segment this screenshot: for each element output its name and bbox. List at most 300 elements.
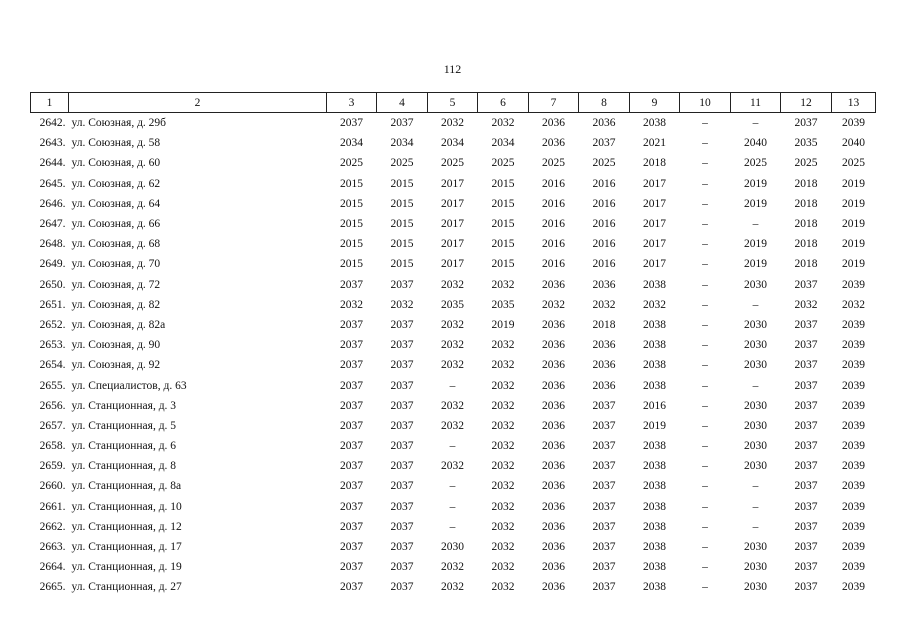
- year-cell: 2015: [390, 218, 414, 231]
- year-cell: 2037: [592, 440, 616, 453]
- row-number: 2660.: [39, 480, 66, 493]
- address-cell: ул. Союзная, д. 66: [71, 218, 161, 231]
- row-number: 2645.: [39, 177, 66, 190]
- year-cell: 2032: [441, 460, 464, 473]
- table-row: [31, 275, 876, 295]
- year-cell: 2037: [340, 339, 363, 352]
- year-cell: 2037: [390, 460, 414, 473]
- year-cell: –: [702, 339, 708, 352]
- table-row: [31, 194, 876, 214]
- year-cell: 2030: [744, 460, 767, 473]
- year-cell: 2037: [390, 440, 414, 453]
- address-cell: ул. Союзная, д. 62: [71, 177, 161, 190]
- year-cell: 2015: [491, 238, 515, 251]
- year-cell: 2032: [491, 541, 515, 554]
- year-cell: –: [702, 157, 708, 170]
- year-cell: 2037: [794, 440, 818, 453]
- table-row: [31, 214, 876, 234]
- year-cell: 2030: [744, 359, 767, 372]
- year-cell: 2034: [390, 137, 414, 150]
- year-cell: 2032: [441, 278, 464, 291]
- year-cell: 2017: [441, 218, 464, 231]
- year-cell: –: [702, 177, 708, 190]
- address-cell: ул. Станционная, д. 10: [71, 500, 182, 513]
- row-number: 2646.: [39, 197, 66, 210]
- year-cell: 2037: [592, 137, 616, 150]
- year-cell: 2036: [542, 500, 565, 513]
- year-cell: 2039: [842, 561, 865, 574]
- table-row: [31, 254, 876, 274]
- year-cell: 2036: [542, 117, 565, 130]
- year-cell: 2019: [744, 197, 767, 210]
- year-cell: –: [702, 581, 708, 594]
- column-header: 12: [781, 93, 832, 113]
- year-cell: 2032: [491, 399, 515, 412]
- year-cell: 2015: [491, 218, 515, 231]
- year-cell: 2015: [491, 177, 515, 190]
- table-row: [31, 335, 876, 355]
- year-cell: 2030: [744, 440, 767, 453]
- column-header: 2: [69, 93, 327, 113]
- year-cell: 2039: [842, 581, 865, 594]
- row-number: 2642.: [39, 117, 66, 130]
- year-cell: 2037: [340, 379, 363, 392]
- year-cell: 2038: [643, 440, 666, 453]
- year-cell: 2016: [592, 258, 616, 271]
- year-cell: 2032: [491, 460, 515, 473]
- address-cell: ул. Станционная, д. 17: [71, 541, 182, 554]
- table-body: [31, 113, 876, 598]
- year-cell: 2032: [491, 339, 515, 352]
- year-cell: 2039: [842, 399, 865, 412]
- year-cell: 2034: [441, 137, 464, 150]
- year-cell: 2039: [842, 460, 865, 473]
- year-cell: –: [702, 318, 708, 331]
- column-header: 13: [832, 93, 876, 113]
- year-cell: 2036: [592, 359, 616, 372]
- year-cell: 2025: [842, 157, 865, 170]
- year-cell: 2016: [542, 258, 565, 271]
- row-number: 2657.: [39, 419, 66, 432]
- table-row: [31, 133, 876, 153]
- year-cell: 2019: [842, 197, 865, 210]
- year-cell: –: [449, 480, 456, 493]
- year-cell: 2037: [592, 500, 616, 513]
- year-cell: 2036: [542, 137, 565, 150]
- year-cell: 2038: [643, 480, 666, 493]
- year-cell: 2037: [390, 399, 414, 412]
- year-cell: 2040: [842, 137, 865, 150]
- year-cell: –: [702, 460, 708, 473]
- address-cell: ул. Станционная, д. 6: [71, 440, 177, 453]
- year-cell: 2017: [643, 197, 666, 210]
- year-cell: 2016: [542, 238, 565, 251]
- year-cell: 2036: [592, 117, 616, 130]
- year-cell: 2036: [542, 520, 565, 533]
- address-cell: ул. Союзная, д. 64: [71, 197, 161, 210]
- year-cell: 2018: [592, 318, 616, 331]
- year-cell: 2037: [794, 419, 818, 432]
- table-row: [31, 295, 876, 315]
- column-header: 1: [31, 93, 69, 113]
- year-cell: 2036: [592, 278, 616, 291]
- address-cell: ул. Станционная, д. 8: [71, 460, 177, 473]
- table-row: [31, 517, 876, 537]
- year-cell: 2037: [390, 339, 414, 352]
- year-cell: –: [702, 238, 708, 251]
- year-cell: 2032: [842, 298, 865, 311]
- year-cell: 2019: [842, 218, 865, 231]
- table-row: [31, 557, 876, 577]
- year-cell: 2036: [542, 480, 565, 493]
- year-cell: 2037: [390, 561, 414, 574]
- year-cell: 2032: [491, 520, 515, 533]
- year-cell: 2032: [491, 379, 515, 392]
- year-cell: 2036: [592, 339, 616, 352]
- year-cell: 2037: [340, 440, 363, 453]
- year-cell: –: [702, 359, 708, 372]
- year-cell: 2037: [592, 541, 616, 554]
- year-cell: 2037: [340, 541, 363, 554]
- year-cell: –: [702, 137, 708, 150]
- column-header: 4: [377, 93, 428, 113]
- year-cell: 2037: [592, 480, 616, 493]
- year-cell: 2015: [390, 177, 414, 190]
- year-cell: 2039: [842, 278, 865, 291]
- row-number: 2653.: [39, 339, 66, 352]
- year-cell: 2037: [794, 318, 818, 331]
- year-cell: –: [702, 298, 708, 311]
- year-cell: 2040: [744, 137, 767, 150]
- year-cell: 2038: [643, 379, 666, 392]
- year-cell: 2037: [340, 480, 363, 493]
- column-header: 8: [579, 93, 630, 113]
- year-cell: 2036: [542, 399, 565, 412]
- year-cell: 2038: [643, 278, 666, 291]
- year-cell: 2032: [491, 359, 515, 372]
- row-number: 2649.: [39, 258, 66, 271]
- year-cell: 2015: [340, 258, 363, 271]
- year-cell: 2039: [842, 419, 865, 432]
- row-number: 2644.: [39, 157, 66, 170]
- year-cell: –: [702, 197, 708, 210]
- year-cell: –: [702, 379, 708, 392]
- year-cell: 2018: [794, 218, 818, 231]
- year-cell: 2038: [643, 318, 666, 331]
- year-cell: –: [702, 278, 708, 291]
- table-row: [31, 113, 876, 134]
- year-cell: 2039: [842, 440, 865, 453]
- year-cell: 2039: [842, 359, 865, 372]
- year-cell: 2036: [592, 379, 616, 392]
- year-cell: 2019: [643, 419, 666, 432]
- column-header: 3: [327, 93, 377, 113]
- year-cell: 2037: [390, 379, 414, 392]
- address-cell: ул. Союзная, д. 90: [71, 339, 161, 352]
- year-cell: –: [752, 480, 759, 493]
- year-cell: 2032: [441, 399, 464, 412]
- year-cell: 2016: [643, 399, 666, 412]
- year-cell: 2025: [542, 157, 565, 170]
- year-cell: 2039: [842, 117, 865, 130]
- year-cell: 2015: [390, 258, 414, 271]
- year-cell: 2025: [390, 157, 414, 170]
- year-cell: 2016: [542, 197, 565, 210]
- year-cell: 2032: [491, 480, 515, 493]
- year-cell: –: [449, 440, 456, 453]
- table-row: [31, 315, 876, 335]
- table-row: [31, 497, 876, 517]
- year-cell: 2034: [340, 137, 363, 150]
- year-cell: 2017: [643, 177, 666, 190]
- address-cell: ул. Союзная, д. 92: [71, 359, 161, 372]
- row-number: 2658.: [39, 440, 66, 453]
- year-cell: 2025: [441, 157, 464, 170]
- row-number: 2643.: [39, 137, 66, 150]
- year-cell: 2037: [794, 399, 818, 412]
- year-cell: 2018: [794, 258, 818, 271]
- year-cell: 2037: [592, 581, 616, 594]
- year-cell: 2030: [744, 561, 767, 574]
- year-cell: 2032: [491, 278, 515, 291]
- year-cell: 2032: [441, 117, 464, 130]
- year-cell: 2016: [592, 197, 616, 210]
- year-cell: 2037: [390, 520, 414, 533]
- address-cell: ул. Станционная, д. 27: [71, 581, 182, 594]
- address-cell: ул. Союзная, д. 58: [71, 137, 161, 150]
- year-cell: 2037: [794, 581, 818, 594]
- year-cell: 2032: [441, 318, 464, 331]
- row-number: 2665.: [39, 581, 66, 594]
- year-cell: 2032: [643, 298, 666, 311]
- year-cell: 2037: [794, 359, 818, 372]
- year-cell: 2015: [491, 258, 515, 271]
- year-cell: 2037: [794, 480, 818, 493]
- year-cell: 2036: [542, 278, 565, 291]
- year-cell: 2037: [390, 581, 414, 594]
- table-row: [31, 456, 876, 476]
- year-cell: 2016: [592, 238, 616, 251]
- table-row: [31, 416, 876, 436]
- year-cell: 2017: [643, 218, 666, 231]
- year-cell: 2037: [340, 581, 363, 594]
- year-cell: 2016: [592, 177, 616, 190]
- year-cell: 2037: [340, 399, 363, 412]
- row-number: 2651.: [39, 298, 66, 311]
- year-cell: 2039: [842, 339, 865, 352]
- year-cell: 2037: [794, 379, 818, 392]
- year-cell: 2038: [643, 117, 666, 130]
- address-cell: ул. Союзная, д. 68: [71, 238, 161, 251]
- year-cell: 2017: [441, 197, 464, 210]
- year-cell: 2030: [744, 419, 767, 432]
- year-cell: 2037: [390, 359, 414, 372]
- row-number: 2652.: [39, 318, 66, 331]
- year-cell: –: [702, 520, 708, 533]
- year-cell: 2030: [744, 278, 767, 291]
- table-row: [31, 577, 876, 597]
- table-row: [31, 436, 876, 456]
- row-number: 2648.: [39, 238, 66, 251]
- year-cell: 2016: [542, 177, 565, 190]
- year-cell: 2019: [842, 238, 865, 251]
- table-header-row: [31, 93, 876, 113]
- year-cell: 2037: [794, 561, 818, 574]
- year-cell: –: [752, 379, 759, 392]
- year-cell: 2037: [340, 117, 363, 130]
- table-row: [31, 174, 876, 194]
- year-cell: –: [702, 218, 708, 231]
- year-cell: –: [702, 561, 708, 574]
- year-cell: 2032: [491, 419, 515, 432]
- year-cell: 2037: [794, 460, 818, 473]
- year-cell: 2032: [441, 581, 464, 594]
- year-cell: 2032: [491, 561, 515, 574]
- year-cell: 2037: [794, 117, 818, 130]
- year-cell: 2037: [390, 117, 414, 130]
- year-cell: 2038: [643, 541, 666, 554]
- address-cell: ул. Станционная, д. 3: [71, 399, 177, 412]
- year-cell: 2032: [491, 581, 515, 594]
- year-cell: 2019: [842, 258, 865, 271]
- year-cell: 2037: [340, 359, 363, 372]
- year-cell: 2038: [643, 339, 666, 352]
- year-cell: 2015: [340, 238, 363, 251]
- year-cell: 2019: [491, 318, 515, 331]
- column-header: 5: [428, 93, 478, 113]
- year-cell: 2018: [794, 238, 818, 251]
- year-cell: 2015: [390, 197, 414, 210]
- year-cell: 2038: [643, 520, 666, 533]
- row-number: 2656.: [39, 399, 66, 412]
- year-cell: –: [752, 500, 759, 513]
- year-cell: 2037: [390, 500, 414, 513]
- year-cell: 2025: [340, 157, 363, 170]
- year-cell: –: [702, 440, 708, 453]
- year-cell: 2032: [441, 419, 464, 432]
- address-cell: ул. Союзная, д. 60: [71, 157, 161, 170]
- year-cell: 2039: [842, 541, 865, 554]
- row-number: 2654.: [39, 359, 66, 372]
- row-number: 2647.: [39, 218, 66, 231]
- year-cell: 2019: [842, 177, 865, 190]
- year-cell: 2019: [744, 258, 767, 271]
- year-cell: 2036: [542, 419, 565, 432]
- year-cell: 2017: [441, 258, 464, 271]
- year-cell: 2037: [390, 278, 414, 291]
- year-cell: 2035: [491, 298, 515, 311]
- year-cell: 2035: [794, 137, 818, 150]
- year-cell: –: [702, 258, 708, 271]
- year-cell: 2037: [794, 339, 818, 352]
- year-cell: 2032: [794, 298, 818, 311]
- year-cell: 2037: [794, 541, 818, 554]
- year-cell: 2032: [441, 561, 464, 574]
- year-cell: 2036: [542, 460, 565, 473]
- year-cell: 2038: [643, 359, 666, 372]
- year-cell: 2037: [794, 278, 818, 291]
- year-cell: –: [752, 218, 759, 231]
- year-cell: 2037: [340, 561, 363, 574]
- year-cell: 2032: [441, 339, 464, 352]
- year-cell: 2032: [390, 298, 414, 311]
- year-cell: 2037: [794, 500, 818, 513]
- year-cell: 2015: [390, 238, 414, 251]
- year-cell: 2038: [643, 561, 666, 574]
- year-cell: 2038: [643, 500, 666, 513]
- address-cell: ул. Союзная, д. 72: [71, 278, 161, 291]
- year-cell: 2030: [744, 399, 767, 412]
- year-cell: 2039: [842, 379, 865, 392]
- address-cell: ул. Союзная, д. 82: [71, 298, 161, 311]
- year-cell: 2032: [340, 298, 363, 311]
- page-number: 112: [443, 62, 462, 76]
- year-cell: –: [752, 117, 759, 130]
- year-cell: 2017: [441, 177, 464, 190]
- row-number: 2664.: [39, 561, 66, 574]
- year-cell: 2032: [491, 440, 515, 453]
- year-cell: 2015: [491, 197, 515, 210]
- year-cell: 2038: [643, 460, 666, 473]
- year-cell: 2035: [441, 298, 464, 311]
- year-cell: 2025: [592, 157, 616, 170]
- column-header: 10: [680, 93, 731, 113]
- year-cell: 2032: [592, 298, 616, 311]
- column-header: 9: [630, 93, 680, 113]
- year-cell: 2021: [643, 137, 666, 150]
- year-cell: 2037: [340, 460, 363, 473]
- year-cell: 2017: [441, 238, 464, 251]
- year-cell: 2032: [542, 298, 565, 311]
- row-number: 2655.: [39, 379, 66, 392]
- table-row: [31, 355, 876, 375]
- year-cell: 2019: [744, 177, 767, 190]
- year-cell: 2032: [441, 359, 464, 372]
- row-number: 2650.: [39, 278, 66, 291]
- year-cell: –: [702, 419, 708, 432]
- year-cell: 2037: [390, 318, 414, 331]
- year-cell: 2036: [542, 581, 565, 594]
- row-number: 2661.: [39, 500, 66, 513]
- year-cell: 2037: [340, 318, 363, 331]
- year-cell: 2015: [340, 197, 363, 210]
- year-cell: 2030: [744, 581, 767, 594]
- year-cell: 2037: [390, 480, 414, 493]
- column-header: 11: [731, 93, 781, 113]
- year-cell: 2036: [542, 379, 565, 392]
- housing-table: [30, 92, 876, 598]
- address-cell: ул. Станционная, д. 12: [71, 520, 182, 533]
- year-cell: 2037: [592, 460, 616, 473]
- year-cell: 2025: [794, 157, 818, 170]
- year-cell: 2039: [842, 480, 865, 493]
- year-cell: 2036: [542, 339, 565, 352]
- year-cell: 2037: [340, 500, 363, 513]
- year-cell: –: [752, 298, 759, 311]
- year-cell: 2039: [842, 520, 865, 533]
- year-cell: 2015: [340, 218, 363, 231]
- year-cell: –: [702, 117, 708, 130]
- address-cell: ул. Станционная, д. 8а: [71, 480, 182, 493]
- year-cell: 2036: [542, 561, 565, 574]
- year-cell: 2036: [542, 318, 565, 331]
- year-cell: 2036: [542, 541, 565, 554]
- year-cell: –: [449, 520, 456, 533]
- year-cell: 2037: [340, 419, 363, 432]
- table-row: [31, 153, 876, 173]
- row-number: 2663.: [39, 541, 66, 554]
- year-cell: 2036: [542, 440, 565, 453]
